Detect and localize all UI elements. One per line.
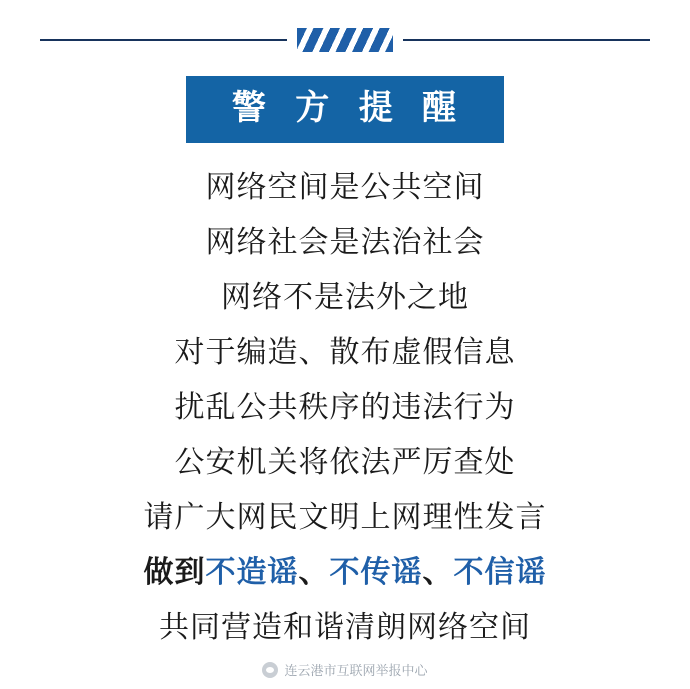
footer-label: 连云港市互联网举报中心: [284, 663, 428, 678]
message-line: 请广大网民文明上网理性发言: [143, 501, 547, 534]
divider-rule-left: [40, 39, 287, 41]
highlight-part-2: 不传谣: [329, 556, 423, 589]
message-line: 公安机关将依法严厉查处: [174, 446, 516, 479]
hatch-stripes-icon: [297, 28, 393, 52]
highlight-separator: 、: [422, 556, 454, 589]
message-last-line: 共同营造和谐清朗网络空间: [159, 611, 531, 644]
highlight-prefix: 做到: [143, 556, 206, 589]
top-divider: [0, 28, 690, 52]
weibo-icon: [262, 662, 278, 678]
message-body: [0, 160, 690, 655]
police-warning-banner: 警 方 提 醒: [186, 76, 504, 143]
message-line: 网络空间是公共空间: [205, 171, 485, 204]
highlight-part-3: 不信谣: [453, 556, 547, 589]
highlight-part-1: 不造谣: [205, 556, 299, 589]
message-line: 对于编造、散布虚假信息: [174, 336, 516, 369]
footer-watermark: [0, 660, 690, 679]
message-line: 网络社会是法治社会: [205, 226, 485, 259]
highlight-line: [0, 545, 690, 600]
message-line: 扰乱公共秩序的违法行为: [174, 391, 516, 424]
message-line: 网络不是法外之地: [221, 281, 469, 314]
divider-rule-right: [403, 39, 650, 41]
highlight-separator: 、: [298, 556, 330, 589]
banner-container: [0, 76, 690, 143]
